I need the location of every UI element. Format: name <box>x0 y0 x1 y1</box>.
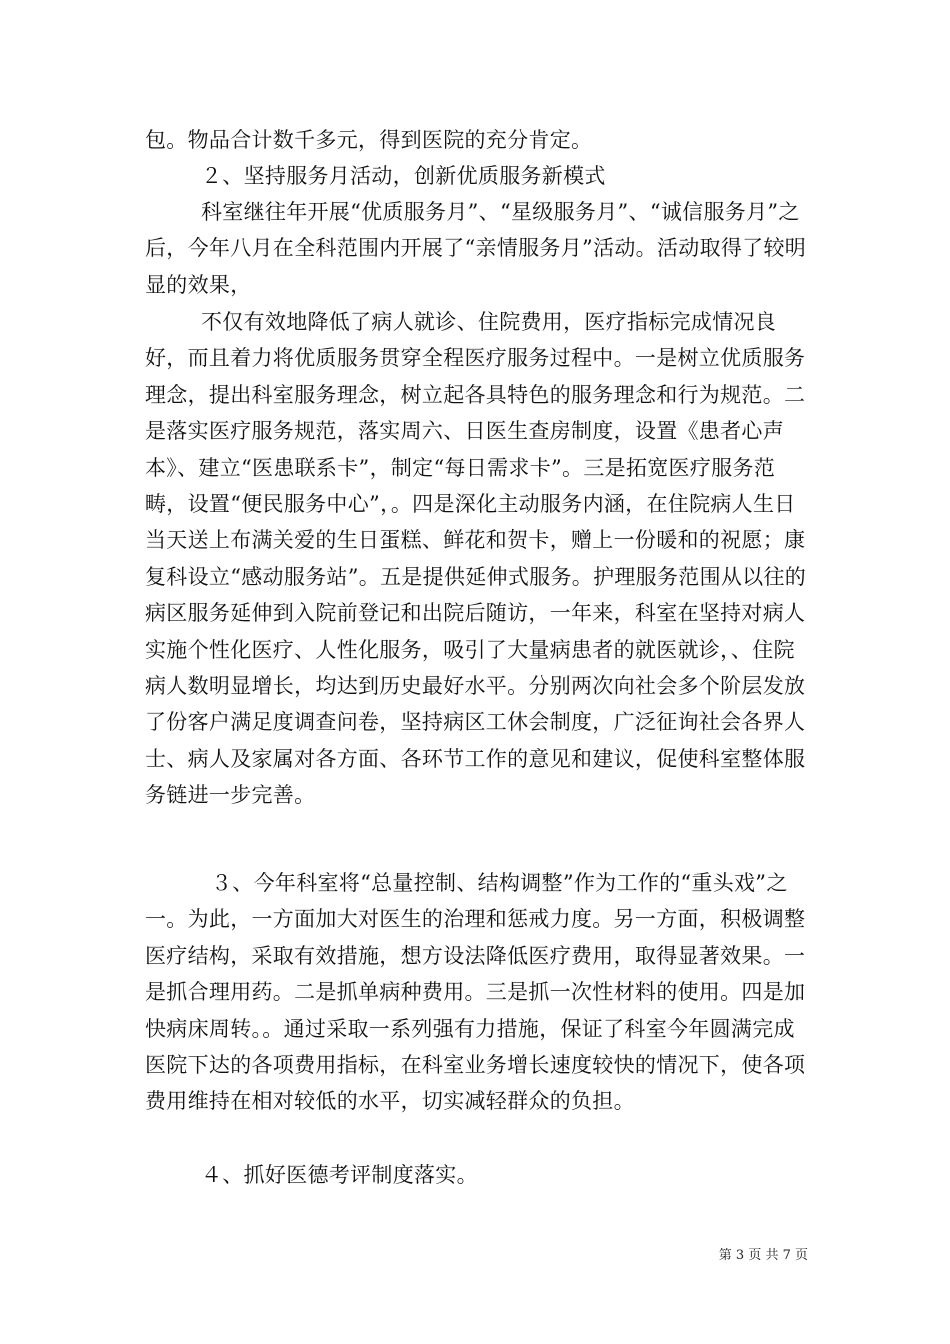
paragraph-continuation <box>145 122 807 158</box>
page-number-footer: 第 3 页 共 7 页 <box>718 1248 808 1263</box>
section-heading-2 <box>145 158 807 194</box>
paragraph-text: 科室继往年开展“优质服务月”、“星级服务月”、“诚信服务月”之后，今年八月在全科范围内开展了“亲情服务月”活动。活动取得了较明显的效果， <box>145 200 807 297</box>
paragraph-service-month <box>145 194 807 303</box>
section-heading-4 <box>145 1157 807 1193</box>
paragraph-text: 不仅有效地降低了病人就诊、住院费用，医疗指标完成情况良好，而且着力将优质服务贯穿全程医疗服务过程中。一是树立优质服务理念，提出科室服务理念，树立起各具特色的服务理念和行为规范。二是落实医疗服务规范，落实周六、日医生查房制度，设置《患者心声本》、建立“医患联系卡”，制定“每日需求卡”。三是拓宽医疗服务范畴，设置“便民服务中心”，。四是深化主动服务内涵，在住院病人生日当天送上布满关爱的生日蛋糕、鲜花和贺卡，赠上一份暖和的祝愿；康复科设立“感动服务站”。五是提供延伸式服务。护理服务范围从以往的病区服务延伸到入院前登记和出院后随访，一年来，科室在坚持对病人实施个性化医疗、人性化服务，吸引了大量病患者的就医就诊，、住院病人数明显增长，均达到历史最好水平。分别两次向社会多个阶层发放了份客户满足度调查问卷，坚持病区工休会制度，广泛征询社会各界人士、病人及家属对各方面、各环节工作的意见和建议，促使科室整体服务链进一步完善。 <box>145 310 807 808</box>
paragraph-section-3 <box>145 865 807 1120</box>
heading-text: ４、抓好医德考评制度落实。 <box>201 1163 478 1187</box>
paragraph-text: 包。物品合计数千多元，得到医院的充分肯定。 <box>145 128 593 152</box>
paragraph-service-details <box>145 304 807 814</box>
paragraph-text: ３、今年科室将“总量控制、结构调整”作为工作的“重头戏”之一。为此，一方面加大对医生的治理和惩戒力度。另一方面，积极调整医疗结构，采取有效措施，想方设法降低医疗费用，取得显著效果。一是抓合理用药。二是抓单病种费用。三是抓一次性材料的使用。四是加快病床周转。。通过采取一系列强有力措施，保证了科室今年圆满完成医院下达的各项费用指标，在科室业务增长速度较快的情况下，使各项费用维持在相对较低的水平，切实减轻群众的负担。 <box>145 871 806 1114</box>
heading-text: ２、坚持服务月活动，创新优质服务新模式 <box>201 164 606 188</box>
